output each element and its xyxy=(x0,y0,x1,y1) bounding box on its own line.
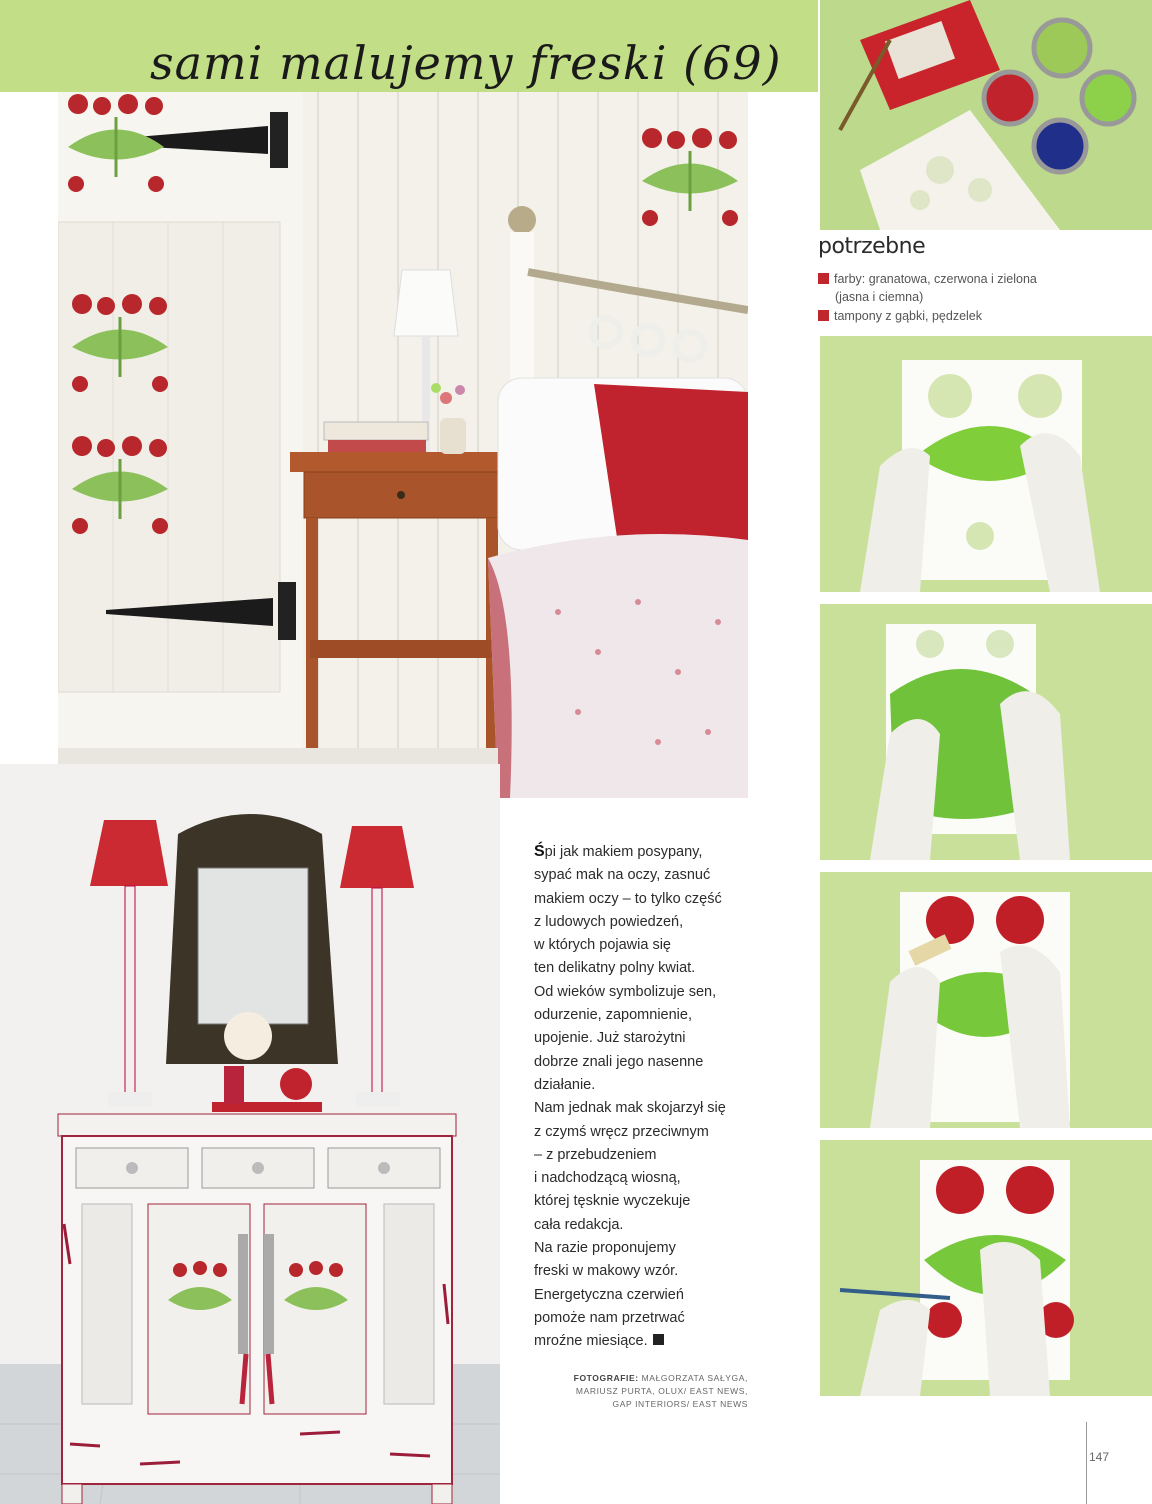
body-line: dobrze znali jego nasenne xyxy=(534,1053,704,1070)
body-line: z ludowych powiedzeń, xyxy=(534,913,684,930)
photo-credits: FOTOGRAFIE: MAŁGORZATA SAŁYGA, MARIUSZ PURTA, OLUX/ EAST NEWS, GAP INTERIORS/ EAST NEWS xyxy=(520,1372,748,1411)
dresser-photo xyxy=(0,764,500,1504)
body-line: ten delikatny polny kwiat. xyxy=(534,960,696,977)
body-line: Od wieków symbolizuje sen, xyxy=(534,983,717,1000)
drop-cap: Ś xyxy=(534,843,545,860)
body-line: cała redakcja. xyxy=(534,1216,624,1233)
body-line: pomoże nam przetrwać xyxy=(534,1309,685,1326)
body-line: makiem oczy – to tylko część xyxy=(534,890,722,907)
body-line: w których pojawia się xyxy=(534,937,671,954)
body-line: sypać mak na oczy, zasnuć xyxy=(534,867,711,884)
body-line-last: mroźne miesiące. xyxy=(534,1330,784,1353)
step-3-photo xyxy=(820,872,1152,1128)
needed-item-paints: farby: granatowa, czerwona i zielona (jasna i ciemna) xyxy=(818,270,1148,306)
needed-heading: potrzebne xyxy=(818,234,926,259)
page-title: sami malujemy freski (69) xyxy=(150,36,782,90)
body-line: z czymś wręcz przeciwnym xyxy=(534,1123,709,1140)
body-text xyxy=(534,840,784,1354)
credits-line: GAP INTERIORS/ EAST NEWS xyxy=(612,1399,748,1409)
body-line: Nam jednak mak skojarzył się xyxy=(534,1100,726,1117)
step-4-photo xyxy=(820,1140,1152,1396)
credits-line: MARIUSZ PURTA, OLUX/ EAST NEWS, xyxy=(575,1386,748,1396)
supplies-photo xyxy=(820,0,1152,230)
bullet-square-icon xyxy=(818,273,829,284)
page-number: 147 xyxy=(1089,1450,1110,1464)
body-line: – z przebudzeniem xyxy=(534,1146,657,1163)
body-line: i nadchodzącą wiosną, xyxy=(534,1170,681,1187)
body-line-0: Śpi jak makiem posypany, xyxy=(534,843,703,860)
page-number-rule xyxy=(1086,1422,1087,1504)
bullet-square-icon xyxy=(818,310,829,321)
body-line: Energetyczna czerwień xyxy=(534,1286,684,1303)
body-line: której tęsknie wyczekuje xyxy=(534,1193,691,1210)
body-line: odurzenie, zapomnienie, xyxy=(534,1007,692,1024)
bedroom-photo xyxy=(58,92,748,798)
step-1-photo xyxy=(820,336,1152,592)
body-line: działanie. xyxy=(534,1076,596,1093)
end-mark-icon xyxy=(653,1334,664,1345)
needed-item-tools: tampony z gąbki, pędzelek xyxy=(818,307,1148,325)
body-line: Na razie proponujemy xyxy=(534,1240,676,1257)
body-line: upojenie. Już starożytni xyxy=(534,1030,686,1047)
body-line: freski w makowy wzór. xyxy=(534,1263,679,1280)
step-2-photo xyxy=(820,604,1152,860)
credits-label: FOTOGRAFIE: xyxy=(573,1373,639,1383)
